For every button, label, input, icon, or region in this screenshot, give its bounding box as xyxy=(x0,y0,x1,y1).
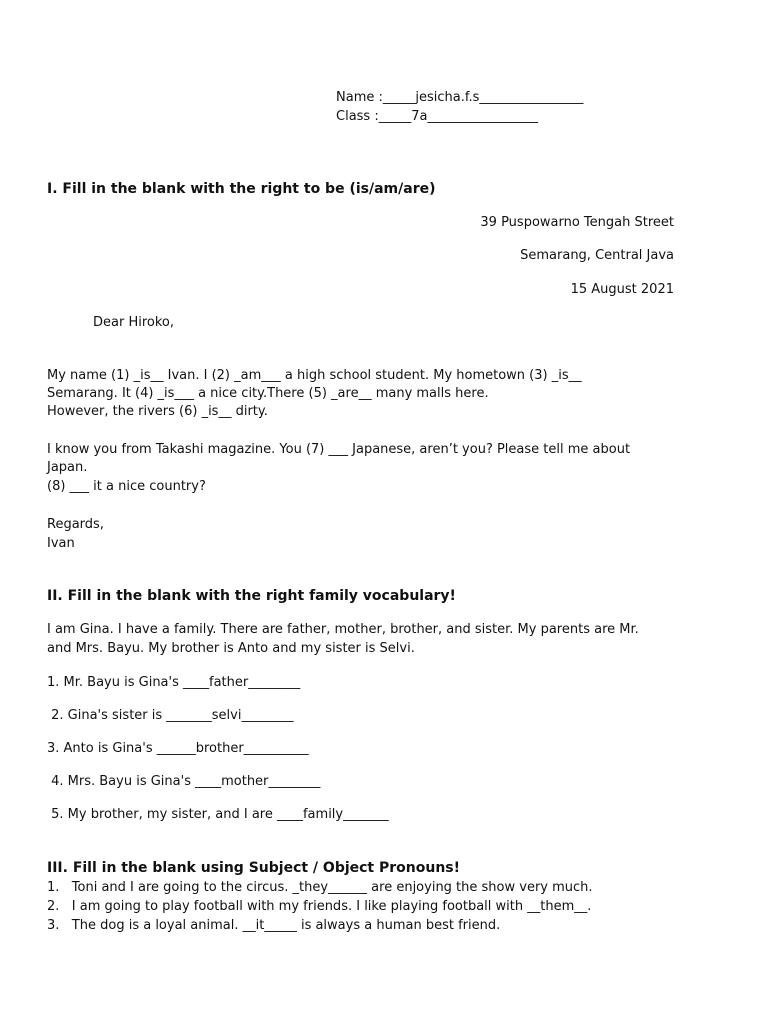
letter-line: I know you from Takashi magazine. You (7) ___ Japanese, aren’t you? Please tell me about xyxy=(47,442,631,457)
section-3-title: III. Fill in the blank using Subject / Object Pronouns! xyxy=(47,860,461,876)
intro-line: I am Gina. I have a family. There are father, mother, brother, and sister. My parents are Mr. xyxy=(47,622,639,637)
name-line: Name :_____jesicha.f.s________________ xyxy=(336,90,584,105)
exercise-item: 1. Mr. Bayu is Gina's ____father________ xyxy=(47,675,301,690)
exercise-item: 5. My brother, my sister, and I are ____family_______ xyxy=(47,807,389,822)
letter-line: Semarang. It (4) _is___ a nice city.There (5) _are__ many malls here. xyxy=(47,386,489,401)
letter-line: Japan. xyxy=(47,460,88,475)
intro-line: and Mrs. Bayu. My brother is Anto and my sister is Selvi. xyxy=(47,641,415,656)
exercise-item: 2. I am going to play football with my friends. I like playing football with __them__. xyxy=(47,899,592,914)
exercise-item: 1. Toni and I are going to the circus. _they______ are enjoying the show very much. xyxy=(47,880,593,895)
letter-line: My name (1) _is__ Ivan. I (2) _am___ a high school student. My hometown (3) _is__ xyxy=(47,368,582,383)
letter-date: 15 August 2021 xyxy=(570,282,674,297)
exercise-item: 3. The dog is a loyal animal. __it_____ is always a human best friend. xyxy=(47,918,501,933)
address-city: Semarang, Central Java xyxy=(520,248,674,263)
letter-greeting: Dear Hiroko, xyxy=(93,315,175,330)
exercise-item: 3. Anto is Gina's ______brother__________ xyxy=(47,741,309,756)
exercise-item: 4. Mrs. Bayu is Gina's ____mother________ xyxy=(47,774,321,789)
letter-signature: Ivan xyxy=(47,536,75,551)
letter-closing: Regards, xyxy=(47,517,104,532)
section-2-title: II. Fill in the blank with the right family vocabulary! xyxy=(47,588,456,604)
address-street: 39 Puspowarno Tengah Street xyxy=(480,215,674,230)
section-1-title: I. Fill in the blank with the right to be (is/am/are) xyxy=(47,181,436,197)
class-line: Class :_____7a_________________ xyxy=(336,109,538,124)
exercise-item: 2. Gina's sister is _______selvi________ xyxy=(47,708,294,723)
letter-line: (8) ___ it a nice country? xyxy=(47,479,206,494)
letter-line: However, the rivers (6) _is__ dirty. xyxy=(47,404,268,419)
